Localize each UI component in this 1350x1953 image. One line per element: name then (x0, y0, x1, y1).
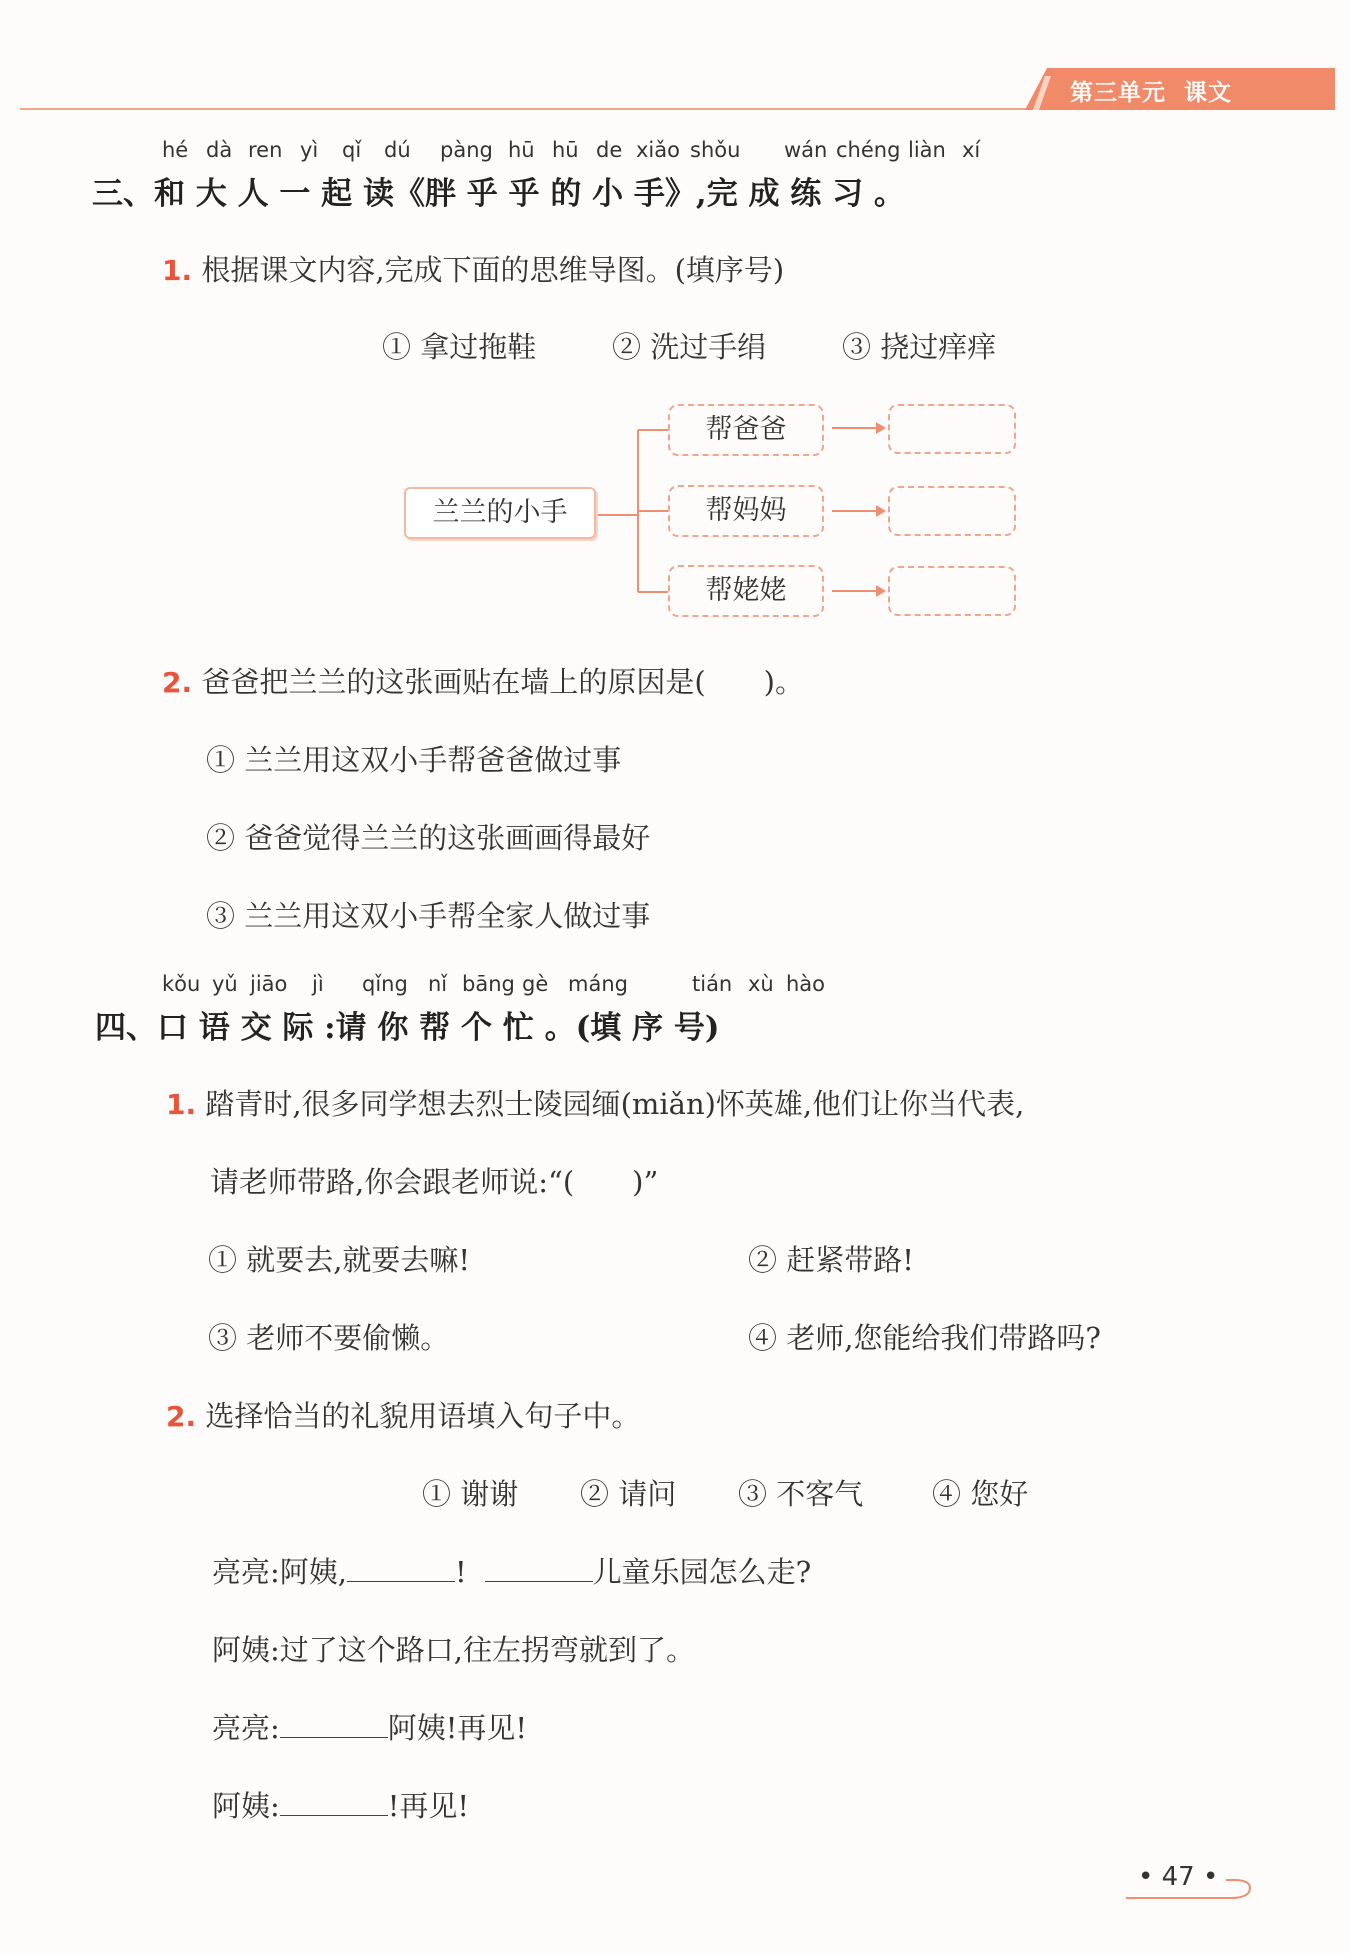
unit-label: 第三单元 (1070, 80, 1166, 106)
s3-q1-option-3: ③ 挠过痒痒 (842, 330, 997, 364)
question-text-line2: 请老师带路,你会跟老师说:“( )” (210, 1165, 659, 1199)
s4-q2-option-1: ① 谢谢 (422, 1477, 519, 1511)
mindmap-branch-1 (668, 404, 824, 456)
pinyin: hé (162, 138, 189, 162)
s4-q1 (166, 1082, 1024, 1123)
s4-q2-option-3: ③ 不客气 (738, 1477, 864, 1511)
page-number-value: 47 (1161, 1862, 1195, 1892)
page-dot-icon: • (1202, 1862, 1219, 1892)
s4-q2 (166, 1394, 640, 1435)
pinyin: hào (786, 972, 826, 996)
pinyin: qǐng (362, 972, 408, 996)
fill-blank[interactable] (347, 1553, 455, 1582)
mindmap-connectors (0, 0, 1350, 640)
s4-q1-option-4: ④ 老师,您能给我们带路吗? (748, 1321, 1101, 1355)
question-number: 2. (166, 1400, 197, 1433)
dialogue-text: 亮亮:阿姨, (212, 1555, 347, 1589)
pinyin: xù (748, 972, 774, 996)
pinyin: de (596, 138, 623, 162)
fill-blank[interactable] (280, 1709, 388, 1738)
section4-title: 四、口 语 交 际 :请 你 帮 个 忙 。(填 序 号) (95, 1010, 720, 1046)
s4-q2-option-4: ④ 您好 (932, 1477, 1029, 1511)
answer-box-3[interactable] (888, 566, 1016, 616)
pinyin: dú (384, 138, 411, 162)
page-swoosh-icon (1126, 1868, 1258, 1904)
pinyin: dà (206, 138, 233, 162)
s3-q1-option-1: ① 拿过拖鞋 (382, 330, 537, 364)
dialogue-text: !再见! (387, 1789, 470, 1823)
pinyin: liàn (908, 138, 946, 162)
pinyin: xiǎo (636, 138, 680, 162)
dialogue-text: 儿童乐园怎么走? (592, 1555, 812, 1589)
s3-q2 (162, 660, 804, 701)
mindmap-root (404, 487, 596, 539)
s4-q1-option-3: ③ 老师不要偷懒。 (208, 1321, 450, 1355)
pinyin: kǒu (162, 972, 201, 996)
mindmap-branch-2 (668, 485, 824, 537)
question-text-line1: 踏青时,很多同学想去烈士陵园缅(miǎn)怀英雄,他们让你当代表, (205, 1087, 1025, 1121)
answer-box-2[interactable] (888, 486, 1016, 536)
pinyin: chéng (836, 138, 901, 162)
dialogue-line-2: 阿姨:过了这个路口,往左拐弯就到了。 (212, 1633, 695, 1667)
mindmap-root-label: 兰兰的小手 (432, 497, 568, 528)
s3-q1-option-2: ② 洗过手绢 (612, 330, 767, 364)
s4-q1-option-2: ② 赶紧带路! (748, 1243, 914, 1277)
pinyin: qǐ (342, 138, 362, 162)
pinyin: máng (568, 972, 628, 996)
dialogue-text: 阿姨: (212, 1789, 280, 1823)
pinyin: xí (962, 138, 981, 162)
question-text: 选择恰当的礼貌用语填入句子中。 (205, 1399, 641, 1433)
section3-title: 三、和 大 人 一 起 读《胖 乎 乎 的 小 手》,完 成 练 习 。 (92, 176, 905, 212)
fill-blank[interactable] (485, 1553, 593, 1582)
question-number: 2. (162, 666, 193, 699)
pinyin: jiāo (250, 972, 288, 996)
pinyin: ren (248, 138, 283, 162)
pinyin: shǒu (690, 138, 741, 162)
dialogue-line-1 (212, 1550, 811, 1591)
branch-label: 帮爸爸 (705, 414, 787, 445)
pinyin: bāng (462, 972, 515, 996)
pinyin: wán (784, 138, 828, 162)
pinyin: tián (692, 972, 733, 996)
pinyin: yǔ (212, 972, 238, 996)
branch-label: 帮妈妈 (705, 495, 787, 526)
pinyin: gè (522, 972, 549, 996)
dialogue-line-4 (212, 1784, 469, 1825)
pinyin: hū (552, 138, 579, 162)
mindmap-branch-3 (668, 565, 824, 617)
branch-label: 帮姥姥 (705, 575, 787, 606)
s4-q1-option-1: ① 就要去,就要去嘛! (208, 1243, 471, 1277)
dialogue-text: ! (455, 1555, 467, 1589)
s3-q2-option-3: ③ 兰兰用这双小手帮全家人做过事 (206, 899, 651, 933)
pinyin: pàng (440, 138, 493, 162)
dialogue-line-3 (212, 1706, 527, 1747)
pinyin: hū (508, 138, 535, 162)
answer-box-1[interactable] (888, 404, 1016, 454)
question-text: 根据课文内容,完成下面的思维导图。(填序号) (201, 253, 785, 287)
question-number: 1. (162, 254, 193, 287)
section-label: 课文 (1184, 80, 1233, 106)
pinyin: jì (312, 972, 324, 996)
pinyin: nǐ (428, 972, 448, 996)
fill-blank[interactable] (280, 1787, 388, 1816)
page-dot-icon: • (1138, 1862, 1154, 1892)
s3-q2-option-2: ② 爸爸觉得兰兰的这张画画得最好 (206, 821, 651, 855)
s3-q2-option-1: ① 兰兰用这双小手帮爸爸做过事 (206, 743, 622, 777)
pinyin: yì (300, 138, 319, 162)
question-text: 爸爸把兰兰的这张画贴在墙上的原因是( )。 (201, 665, 804, 699)
dialogue-text: 阿姨!再见! (387, 1711, 528, 1745)
dialogue-text: 亮亮: (212, 1711, 280, 1745)
s4-q2-option-2: ② 请问 (580, 1477, 677, 1511)
question-number: 1. (166, 1088, 197, 1121)
